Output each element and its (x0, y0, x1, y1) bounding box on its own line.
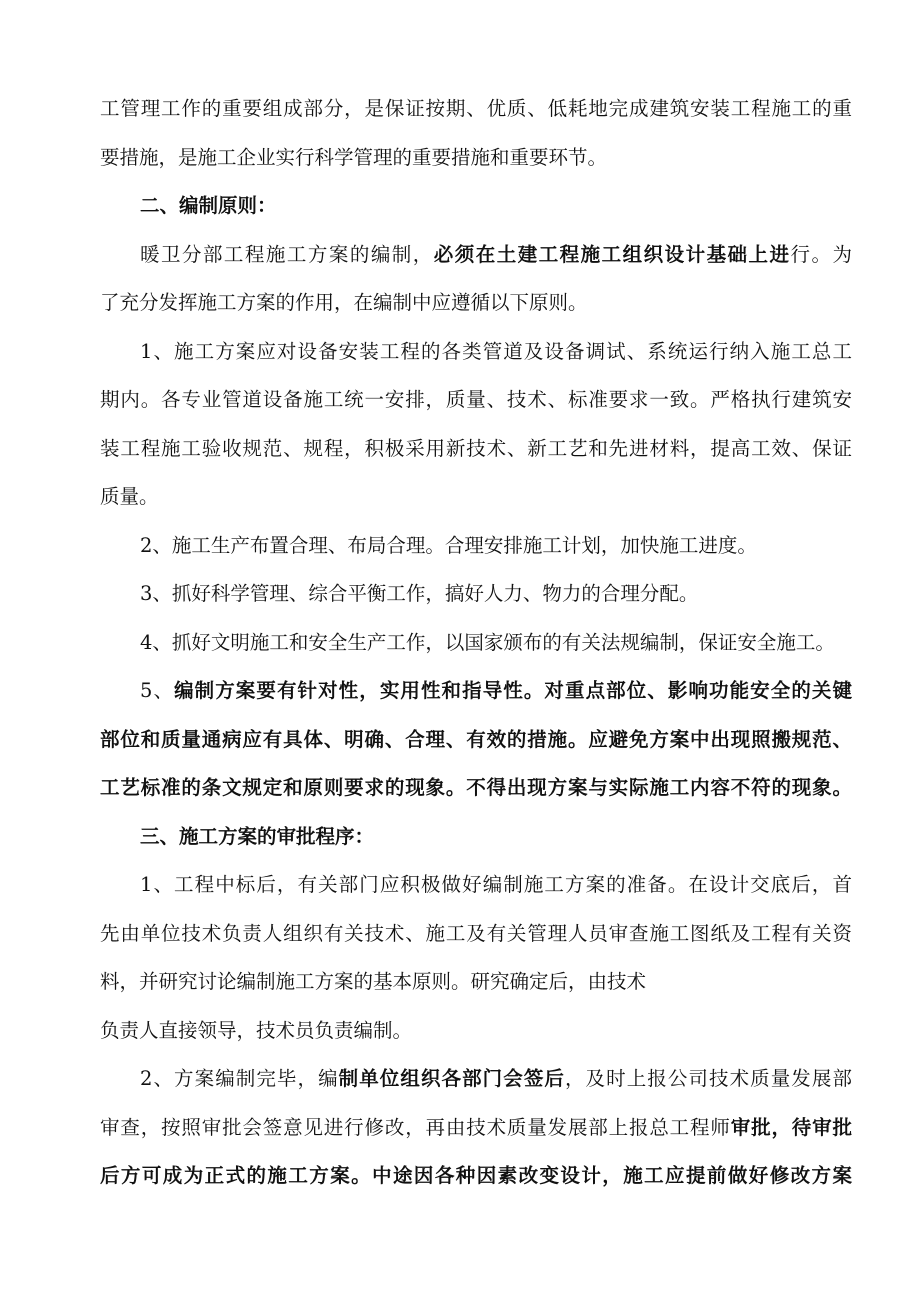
bold-text-run: ，待审批 (771, 1115, 852, 1139)
approval-2-line-2 (100, 1104, 852, 1153)
section-heading-principles: 二、编制原则： (140, 194, 277, 217)
bold-text-run: 必须在土建工程施工组织设计基础上进 (433, 242, 791, 266)
principles-paragraph-line-2: 了充分发挥施工方案的作用，在编制中应遵循以下原则。 (100, 291, 588, 314)
intro-line-2: 要措施，是施工企业实行科学管理的重要措施和重要环节。 (100, 145, 608, 169)
principle-5-line-2: 部位和质量通病应有具体、明确、合理、有效的措施。应避免方案中出现照搬规范、 (100, 727, 852, 751)
approval-2-line-1 (100, 1055, 852, 1104)
bold-text-run: 制单位组织各部门会签后 (338, 1067, 565, 1090)
principle-5-line-3: 工艺标准的条文规定和原则要求的现象。不得出现方案与实际施工内容不符的现象。 (100, 776, 852, 799)
principle-1-line-4: 质量。 (100, 485, 159, 508)
principle-3: 3、抓好科学管理、综合平衡工作，搞好人力、物力的合理分配。 (140, 582, 699, 605)
bold-text-run: 审批 (730, 1115, 772, 1139)
approval-1-line-3: 料，并研究讨论编制施工方案的基本原则。研究确定后，由技术 (100, 970, 647, 993)
section-heading-approval: 三、施工方案的审批程序： (140, 824, 375, 848)
principle-1-line-2: 期内。各专业管道设备施工统一安排，质量、技术、标准要求一致。严格执行建筑安 (100, 388, 852, 411)
principles-paragraph-line-1 (100, 231, 852, 280)
text-run: 暖卫分部工程施工方案的编制， (140, 242, 434, 266)
principle-5-line-1 (100, 667, 852, 716)
principle-1-line-1: 1、施工方案应对设备安装工程的各类管道及设备调试、系统运行纳入施工总工 (140, 339, 852, 363)
approval-2-line-3: 后方可成为正式的施工方案。中途因各种因素改变设计，施工应提前做好修改方案 (100, 1164, 852, 1187)
approval-1-line-1: 1、工程中标后，有关部门应积极做好编制施工方案的准备。在设计交底后，首 (140, 873, 852, 896)
approval-1-line-2: 先由单位技术负责人组织有关技术、施工及有关管理人员审查施工图纸及工程有关资 (100, 921, 852, 945)
text-run: ，及时上报公司技术质量发展部 (564, 1067, 852, 1090)
approval-1-line-4: 负责人直接领导，技术员负责编制。 (100, 1018, 413, 1042)
text-run: 5、 (140, 679, 175, 702)
principle-2: 2、施工生产布置合理、布局合理。合理安排施工计划，加快施工进度。 (140, 533, 757, 557)
document-body (100, 85, 852, 1201)
principle-1-line-3: 装工程施工验收规范、规程，积极采用新技术、新工艺和先进材料，提高工效、保证 (100, 436, 852, 460)
bold-text-run: 编制方案要有针对性，实用性和指导性。对重点部位、影响功能安全的关键 (174, 679, 852, 702)
text-run: 审查，按照审批会签意见进行修改，再由技术质量发展部上报总工程师 (100, 1115, 731, 1139)
intro-line-1: 工管理工作的重要组成部分，是保证按期、优质、低耗地完成建筑安装工程施工的重 (100, 97, 852, 120)
principle-4: 4、抓好文明施工和安全生产工作，以国家颁布的有关法规编制，保证安全施工。 (140, 630, 835, 654)
text-run: 行。为 (790, 242, 852, 266)
text-run: 2、方案编制完毕，编 (140, 1067, 339, 1090)
